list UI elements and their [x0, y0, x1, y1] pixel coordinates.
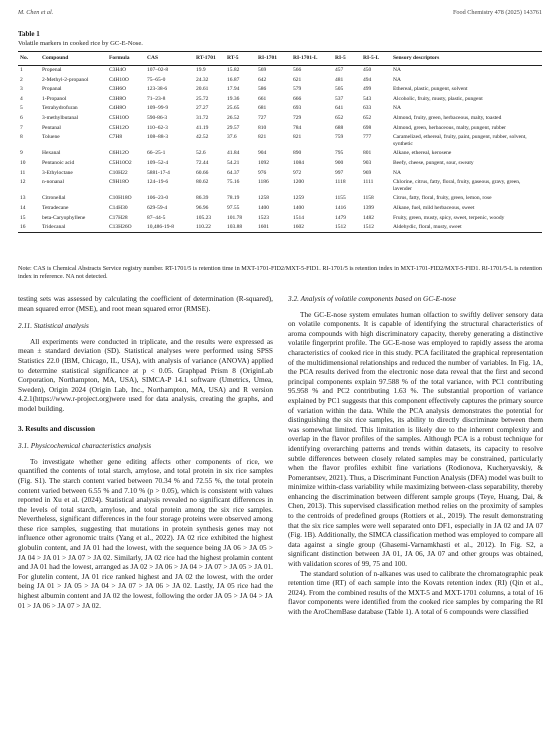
- table-cell: Ethereal, plastic, pungent, solvent: [393, 86, 468, 93]
- table-cell: 15: [20, 214, 26, 221]
- table-cell: 900: [335, 160, 344, 167]
- table-cell: 904: [258, 150, 267, 157]
- table-cell: 693: [293, 105, 302, 112]
- table-cell: 729: [293, 115, 302, 122]
- table-cell: 19.36: [227, 95, 240, 102]
- column-header: RI-5: [335, 55, 346, 61]
- table-row: [18, 65, 542, 75]
- table-cell: 124–19-6: [147, 179, 169, 186]
- table-cell: C7H8: [109, 134, 123, 141]
- table-cell: 810: [258, 124, 267, 131]
- table-cell: 19.9: [196, 67, 206, 74]
- table-cell: 4: [20, 95, 23, 102]
- table-cell: 41.19: [196, 124, 209, 131]
- table-cell: 101.78: [227, 214, 243, 221]
- table-cell: C3H8O: [109, 95, 127, 102]
- table-cell: NA: [393, 76, 401, 83]
- table-cell: 997: [335, 169, 344, 176]
- table-cell: 972: [293, 169, 302, 176]
- table-cell: 1512: [363, 224, 374, 231]
- table-cell: 109–99-9: [147, 105, 169, 112]
- paragraph-statistical-analysis: All experiments were conducted in triplicate, and the results were expressed as mean ± standard deviation (SD). Statistical analyses were performed using SPSS Statistics 22.0 (IBM, Chicago, IL, USA), with analysis of variance (ANOVA) applied to determine statistical significance at p < 0.05. Graphpad Prism 8 (OriginLab Corporation, Northampton, MA, USA), SIMCA-P 14.1 software (Umetrics, Umea, Sweden), Origin 2024 (Origin Lab, Inc., Northampton, MA, USA) and R version 4.2.1(https://www.r-project.org)were used for data analysis, creating the graphs, and model building.: [18, 336, 273, 413]
- table-cell: 698: [363, 124, 372, 131]
- table-cell: 759: [335, 134, 344, 141]
- table-cell: 26.52: [227, 115, 240, 122]
- table-cell: 1258: [258, 195, 269, 202]
- table-cell: 1416: [335, 205, 346, 211]
- table-cell: 5: [20, 105, 23, 112]
- table-cell: 652: [335, 115, 344, 122]
- table-cell: 86.39: [196, 195, 209, 202]
- table-cell: Hexanal: [42, 150, 61, 157]
- paragraph-physicochemical: To investigate whether gene editing affects other components of rice, we quantified the contents of total starch, amylose, and total protein in six rice samples (Fig. S1). The starch content varied between 70.34 % and 72.55 %, the total protein content varied between 6.55 % and 7.10 % (p > 0.05), which is consistent with values reported in Xu et al. (2024). Statistical analysis revealed no significant differences in the levels of total starch, amylose, and total protein among the six rice samples. Nevertheless, significant differences in the four storage proteins were observed among these rice samples, suggesting that mutations in protein synthesis genes may not influence other agronomic traits (Yang et al., 2022). JA 02 rice exhibited the highest globulin content, and JA 01 had the lowest, with the sequence being JA 06 > JA 05 > JA 04 > JA 01 > JA 07 > JA 02. Similarly, JA 02 rice had the highest prolamin content and JA 01 had the lowest, arranged as JA 02 > JA 06 > JA 04 > JA 07 > JA 05 > JA 01. For glutelin content, JA 01 rice ranked highest and JA 02 the lowest, with the order being JA 01 > JA 05 > JA 04 > JA 07 > JA 06 > JA 02. Lastly, JA 05 rice had the highest albumin content and JA 02 the lowest, following the order JA 05 > JA 04 > JA 01 > JA 06 > JA 07 > JA 02.: [18, 456, 273, 610]
- table-cell: 821: [293, 134, 302, 141]
- table-cell: 71–23-8: [147, 95, 166, 102]
- table-cell: 24.32: [196, 76, 209, 83]
- table-cell: 29.57: [227, 124, 240, 131]
- table-cell: C17H28: [109, 214, 128, 221]
- header-journal: Food Chemistry 478 (2025) 143761: [452, 9, 542, 16]
- table-cell: 75–65-0: [147, 76, 166, 83]
- table-cell: 1084: [293, 160, 304, 167]
- column-header: CAS: [147, 55, 159, 61]
- table-cell: 481: [335, 76, 344, 83]
- table-cell: 1400: [258, 205, 269, 211]
- table-cell: 641: [335, 105, 344, 112]
- table-cell: Propanal: [42, 86, 62, 93]
- table-cell: 31.72: [196, 115, 209, 122]
- table-cell: 1512: [335, 224, 346, 231]
- table-cell: 543: [363, 95, 372, 102]
- paragraph-intro: testing sets was assessed by calculating the coefficient of determination (R-squared), mean squared error (MSE), and root mean squared error (RMSE).: [18, 294, 273, 313]
- table-cell: 652: [363, 115, 372, 122]
- table-cell: 566: [293, 67, 302, 74]
- section-3-2-heading: 3.2. Analysis of volatile components based on GC-E-nose: [288, 294, 456, 303]
- table-cell: Beefy, cheese, pungent, sour, sweaty: [393, 160, 474, 167]
- table-row: [18, 85, 542, 95]
- table-cell: 1111: [363, 179, 374, 186]
- column-header: No.: [20, 55, 29, 61]
- table-note: Note: CAS is Chemical Abstracts Service registry number. RT-1701/5 is retention time in MXT-1701-FID2/MXT-5-FID1. RI-1701/5 is retention index in MXT-1701-FID2/MXT-5-FID1. RI-1701/5-L is retention index in reference. NA not detected.: [18, 265, 542, 281]
- table-cell: n-nonanal: [42, 179, 64, 186]
- table-caption: Volatile markers in cooked rice by GC-E-Nose.: [18, 40, 143, 47]
- table-cell: C6H12O: [109, 150, 129, 157]
- table-cell: 494: [363, 76, 372, 83]
- table-cell: C9H18O: [109, 179, 129, 186]
- table-row: [18, 149, 542, 159]
- table-cell: 1479: [335, 214, 346, 221]
- table-cell: 16.87: [227, 76, 240, 83]
- table-cell: 9: [20, 150, 23, 157]
- table-cell: 1523: [258, 214, 269, 221]
- table-cell: 106–23-0: [147, 195, 169, 202]
- table-cell: C5H10O: [109, 115, 129, 122]
- table-cell: 80.62: [196, 179, 209, 186]
- table-cell: 10,486-19-8: [147, 224, 175, 231]
- table-cell: Toluene: [42, 134, 60, 141]
- table-cell: 666: [293, 95, 302, 102]
- table-cell: 1259: [293, 195, 304, 202]
- table-cell: C4H8O: [109, 105, 127, 112]
- table-cell: 41.84: [227, 150, 240, 157]
- table-row: [18, 194, 542, 204]
- table-cell: NA: [393, 67, 401, 74]
- table-cell: 17.94: [227, 86, 240, 93]
- table-cell: 14: [20, 205, 26, 211]
- table-cell: 103.88: [227, 224, 243, 231]
- table-row: [18, 168, 542, 178]
- table-cell: 821: [258, 134, 267, 141]
- table-cell: C3H6O: [109, 86, 127, 93]
- table-cell: 642: [258, 76, 267, 83]
- table-cell: 105.23: [196, 214, 212, 221]
- running-header: [18, 9, 542, 19]
- column-header: RI-5-L: [363, 55, 380, 61]
- table-cell: 6: [20, 115, 23, 122]
- table-cell: 60.66: [196, 169, 209, 176]
- table-cell: 795: [335, 150, 344, 157]
- table-cell: 537: [335, 95, 344, 102]
- table-cell: 450: [363, 67, 372, 74]
- table-cell: 27.27: [196, 105, 209, 112]
- table-cell: Fruity, green, musty, spicy, sweet, terpenic, woody: [393, 214, 505, 221]
- table-cell: 586: [258, 86, 267, 93]
- table-cell: C4H10O: [109, 76, 129, 83]
- table-cell: 3-methylbutanal: [42, 115, 79, 122]
- table-row: [18, 178, 542, 194]
- column-header: RT-5: [227, 55, 239, 61]
- table-cell: 15.82: [227, 67, 240, 74]
- table-cell: 7: [20, 124, 23, 131]
- section-3-heading: 3. Results and discussion: [18, 423, 96, 433]
- table-cell: Pentanal: [42, 124, 61, 131]
- table-row: [18, 159, 542, 169]
- table-cell: 727: [258, 115, 267, 122]
- table-cell: 1482: [363, 214, 374, 221]
- table-cell: 801: [363, 150, 372, 157]
- table-cell: 1155: [335, 195, 346, 202]
- table-cell: 1092: [258, 160, 269, 167]
- table-cell: 78.19: [227, 195, 240, 202]
- table-cell: beta-Caryophyllene: [42, 214, 86, 221]
- table-cell: 107–02-8: [147, 67, 169, 74]
- table-cell: 25.72: [196, 95, 209, 102]
- table-cell: Aldehydic, floral, musty, sweet: [393, 224, 462, 231]
- table-row: [18, 213, 542, 223]
- right-column: [288, 294, 543, 617]
- header-authors: M. Chen et al.: [18, 9, 54, 16]
- table-cell: C3H4O: [109, 67, 127, 74]
- table-cell: 75.16: [227, 179, 240, 186]
- table-cell: 11: [20, 169, 26, 176]
- table-cell: C10H22: [109, 169, 128, 176]
- table-cell: 12: [20, 179, 26, 186]
- table-cell: Citrus, fatty, floral, fruity, green, lemon, rose: [393, 195, 492, 202]
- table-row: [18, 204, 542, 214]
- table-cell: 110–62-3: [147, 124, 168, 131]
- table-cell: 1118: [335, 179, 346, 186]
- table-cell: Alkane, fuel, mild herbaceous, sweet: [393, 205, 475, 211]
- table-cell: 1399: [363, 205, 374, 211]
- table-cell: 1: [20, 67, 23, 74]
- table-row: [18, 133, 542, 149]
- table-cell: C5H10O2: [109, 160, 132, 167]
- table-cell: C13H26O: [109, 224, 132, 231]
- table-cell: 661: [258, 95, 267, 102]
- table-cell: 3: [20, 86, 23, 93]
- table-cell: Tetradecane: [42, 205, 69, 211]
- table-cell: 5881-17-4: [147, 169, 170, 176]
- paragraph-n-alkanes: The standard solution of n-alkanes was used to calibrate the chromatographic peak retention time (RT) of each sample into the Kovats retention index (RI) (Qin et al., 2024). From the combined results of the MXT-5 and MXT-1701 columns, a total of 16 flavor components were identified from the cooked rice samples by comparing the RI with the AroChemBase database (Table 1). A total of 6 compounds were classified: [288, 568, 543, 616]
- table-cell: 8: [20, 134, 23, 141]
- table-cell: 110.22: [196, 224, 211, 231]
- table-cell: 3-Ethyloctane: [42, 169, 73, 176]
- table-cell: 97.55: [227, 205, 240, 211]
- table-cell: Almond, fruity, green, herbaceous, malty, toasted: [393, 115, 502, 122]
- table-cell: 42.52: [196, 134, 209, 141]
- table-cell: 457: [335, 67, 344, 74]
- table-cell: 2: [20, 76, 23, 83]
- table-row: [18, 94, 542, 104]
- table-cell: NA: [393, 169, 401, 176]
- table-cell: 66–25-1: [147, 150, 166, 157]
- table-cell: C5H12O: [109, 124, 129, 131]
- table-cell: 64.37: [227, 169, 240, 176]
- table-cell: Tridecanal: [42, 224, 66, 231]
- table-cell: 590-86-3: [147, 115, 168, 122]
- table-row: [18, 223, 542, 233]
- table-cell: 2-Methyl-2-propanol: [42, 76, 89, 83]
- table-cell: 969: [363, 169, 372, 176]
- section-3-1-heading: 3.1. Physicochemical characteristics analysis: [18, 441, 152, 451]
- table-cell: 52.6: [196, 150, 206, 157]
- table-cell: 976: [258, 169, 267, 176]
- column-header: Sensory descriptors: [393, 55, 440, 61]
- table-cell: Alcoholic, fruity, musty, plastic, pungent: [393, 95, 483, 102]
- table-row: [18, 104, 542, 114]
- table-row: [18, 75, 542, 85]
- table-cell: Chlorine, citrus, fatty, floral, fruity, gaseous, gravy, green, lavender: [393, 179, 521, 192]
- table-row: [18, 123, 542, 133]
- table-cell: 784: [293, 124, 302, 131]
- table-cell: 37.6: [227, 134, 237, 141]
- table-cell: 1602: [293, 224, 304, 231]
- table-cell: 505: [335, 86, 344, 93]
- table-cell: 1186: [258, 179, 269, 186]
- table-cell: 681: [258, 105, 267, 112]
- table-row: [18, 114, 542, 124]
- paragraph-gc-e-nose: The GC-E-nose system emulates human olfaction to swiftly deliver sensory data on volatile components. It is capable of identifying the structural characteristics of aroma compounds with high discriminatory capacity, thereby generating a distinctive volatile fingerprint profile. The GC-E-nose was employed to rapidly assess the aroma characteristics of cooked rice in this study. PCA facilitated the graphical representation of the multidimensional relationships and reduced the number of variables. In Fig. 1A, the PCA results derived from the electronic nose data reveal that the first and second principal components explain 97.588 % of the total variance, with PC1 contributing 95.958 % and PC2 contributing 1.63 %. The substantial proportion of variance explained by PC1 suggests that this component effectively captures the primary source of variation within the data. While the PCA analysis demonstrates the potential for distinguishing the six rice samples, its ability to directly discriminate between them was somewhat limited. This limitation is likely due to the inherent complexity and overlap in the flavor profiles of the samples. Although PCA is a robust technique for identifying overarching patterns and trends within datasets, its capacity to resolve subtle differences between closely related samples may be constrained, particularly when the flavor profiles exhibit fine variations (Rodionova, Kucheryavskiy, & Pomerantsev, 2021). Thus, a Discriminant Function Analysis (DFA) model was built to minimize within-class variability while maximizing between-class separability, thereby enhancing the discrimination between different sample groups (Teye, Huang, Dai, & Chen, 2013). This supervised classification method relies on the proximity of samples to the centroids of predefined groups (Rottiers et al., 2019). The result demonstrating that the six rice samples were well separated onto DF1, especially in JA 02 and JA 07 (Fig. 1B). Additionally, the SIMCA classification method was employed to compare all data against a single group (Ghasemi-Varnamkhasti et al., 2012). In Fig. S2, a significant distinction between JA 01, JA 06, JA 07 and other groups was obtained, with validation scores of 99, 75 and 100.: [288, 309, 543, 569]
- table-cell: 87–44-5: [147, 214, 166, 221]
- table-cell: 109–52-4: [147, 160, 169, 167]
- table-header-row: [18, 52, 542, 66]
- table-cell: 688: [335, 124, 344, 131]
- table-cell: 1514: [293, 214, 304, 221]
- table-cell: 1-Propanol: [42, 95, 67, 102]
- volatile-markers-table: [18, 51, 542, 233]
- table-cell: Citronellal: [42, 195, 66, 202]
- table-cell: 54.21: [227, 160, 240, 167]
- column-header: RI-1701: [258, 55, 277, 61]
- table-cell: Tetrahydrofuran: [42, 105, 78, 112]
- table-cell: 108–88-3: [147, 134, 169, 141]
- table-cell: C14H30: [109, 205, 128, 211]
- table-cell: 777: [363, 134, 372, 141]
- table-cell: 13: [20, 195, 26, 202]
- table-cell: Propenal: [42, 67, 62, 74]
- left-column: [18, 294, 273, 610]
- column-header: Compound: [42, 55, 69, 61]
- column-header: RT-1701: [196, 55, 216, 61]
- table-cell: 569: [258, 67, 267, 74]
- table-cell: NA: [393, 105, 401, 112]
- table-cell: 633: [363, 105, 372, 112]
- table-cell: 96.96: [196, 205, 209, 211]
- table-cell: Pentanoic acid: [42, 160, 75, 167]
- table-cell: Almond, green, herbaceous, malty, pungent, rubber: [393, 124, 506, 131]
- table-cell: 903: [363, 160, 372, 167]
- table-cell: 1601: [258, 224, 269, 231]
- table-cell: 1400: [293, 205, 304, 211]
- table-cell: 890: [293, 150, 302, 157]
- table-cell: 20.61: [196, 86, 209, 93]
- table-cell: 1200: [293, 179, 304, 186]
- table-cell: 621: [293, 76, 302, 83]
- table-cell: 629-59-4: [147, 205, 168, 211]
- column-header: Formula: [109, 55, 130, 61]
- section-2-11-heading: 2.11. Statistical analysis: [18, 321, 89, 331]
- table-cell: 123-38-6: [147, 86, 168, 93]
- table-cell: 1158: [363, 195, 374, 202]
- table-cell: C10H18O: [109, 195, 132, 202]
- table-cell: Caramelized, ethereal, fruity, paint, pungent, rubber, solvent, synthetic: [393, 134, 527, 147]
- table-title: Table 1: [18, 30, 40, 38]
- column-header: RI-1701-L: [293, 55, 318, 61]
- table-cell: 72.44: [196, 160, 209, 167]
- table-cell: 16: [20, 224, 26, 231]
- table-cell: 10: [20, 160, 26, 167]
- table-cell: Alkane, ethereal, kerosene: [393, 150, 452, 157]
- table-cell: 499: [363, 86, 372, 93]
- table-cell: 25.65: [227, 105, 240, 112]
- table-cell: 579: [293, 86, 302, 93]
